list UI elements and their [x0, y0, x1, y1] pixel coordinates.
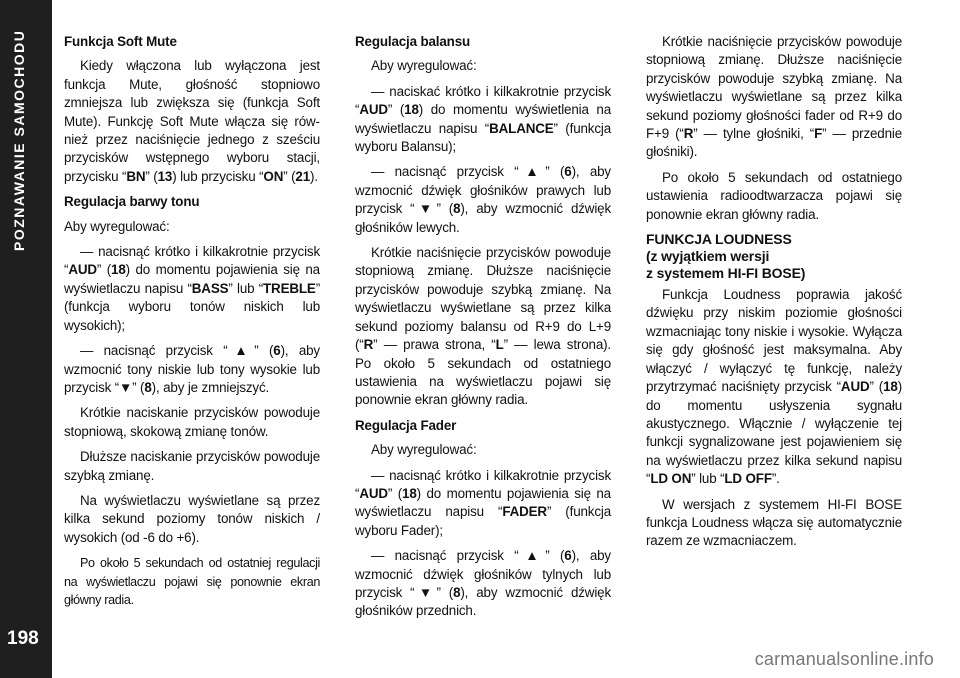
- paragraph: W wersjach z systemem HI-FI BOSE funkcja Loudness włącza się automatycznie razem ze wzmacniaczem.: [646, 496, 902, 549]
- watermark-text: carmanualsonline.info: [754, 649, 934, 669]
- heading-balance: Regulacja balansu: [355, 34, 471, 49]
- section-title: POZNAWANIE SAMOCHODU: [11, 30, 27, 252]
- paragraph: Krótkie naciśnięcie przycisków powoduje stopniową zmianę. Dłuższe naciśnięcie przycisków powoduje szybką zmianę. Na wyświetlaczu wyświetlane są przez kilka sekund poziomy balansu od R+9 do L+9 (“R” — prawa strona, “L” — lewa strona). Po około 5 sekundach od ostatniego ustawienia na wyświetlaczu pojawi się ponownie ekran główny radia.: [355, 245, 612, 408]
- paragraph: Po około 5 sekundach od ostatniej regulacji na wyświetlaczu pojawi się ponownie ekran główny radia.: [64, 556, 320, 607]
- paragraph: Krótkie naciskanie przycisków powoduje stopniową, skokową zmianę tonów.: [64, 405, 320, 439]
- paragraph: — naciskać krótko i kilkakrotnie przycisk “AUD” (18) do momentu wyświetlenia na wyświetlaczu napisu “BALANCE” (funkcja wyboru Balansu);: [355, 83, 611, 155]
- heading-loudness: FUNKCJA LOUDNESS (z wyjątkiem wersji z systemem HI-FI BOSE): [646, 231, 806, 282]
- paragraph: — nacisnąć przycisk “▲” (6), aby wzmocnić dźwięk głośników tylnych lub przycisk “▼” (8), aby wzmocnić dźwięk głośników przednich.: [355, 548, 611, 619]
- page-number: 198: [7, 628, 39, 649]
- paragraph: — nacisnąć przycisk “▲” (6), aby wzmocnić dźwięk głośników prawych lub przycisk “▼” (8), aby wzmocnić dźwięk głośników lewych.: [355, 164, 611, 235]
- column-1: [64, 33, 320, 616]
- heading-fader: Regulacja Fader: [355, 417, 457, 433]
- paragraph: Aby wyregulować:: [371, 442, 477, 458]
- sidebar: [0, 0, 52, 678]
- paragraph: — nacisnąć krótko i kilkakrotnie przycisk “AUD” (18) do momentu pojawienia się na wyświetlaczu napisu “BASS” lub “TREBLE” (funkcja wyboru tonów niskich lub wysokich);: [64, 244, 320, 333]
- heading-tone: Regulacja barwy tonu: [64, 194, 200, 210]
- column-2: [355, 33, 611, 628]
- paragraph: — nacisnąć przycisk “▲” (6), aby wzmocnić tony niskie lub tony wysokie lub przycisk “▼” (8), aby je zmniejszyć.: [64, 343, 320, 395]
- paragraph: Kiedy włączona lub wyłączona jest funkcja Mute, głośność stopniowo zmniejsza lub zwiększa się (funkcja Soft Mute). Funkcję Soft Mute włącza się również przez naciśnięcie jednego z sześciu przycisków wstępnego wyboru stacji, przycisku “BN” (13) lub przycisku “ON” (21).: [64, 58, 320, 184]
- paragraph: Aby wyregulować:: [64, 218, 170, 234]
- paragraph: Funkcja Loudness poprawia jakość dźwięku przy niskim poziomie głośności wzmacniając tony niskie i wysokie. Wyłącza się gdy głośność jest maksymalna. Aby włączyć / wyłączyć tę funkcję, należy przytrzymać naciśnięty przycisk “AUD” (18) do momentu usłyszenia sygnału akustycznego. Włącznie / wyłączenie tej funkcji sygnalizowane jest pojawieniem się na wyświetlaczu przez kilka sekund napisu “LD ON” lub “LD OFF”.: [646, 287, 902, 487]
- paragraph: — nacisnąć krótko i kilkakrotnie przycisk “AUD” (18) do momentu pojawienia się na wyświetlaczu napisu “FADER” (funkcja wyboru Fader);: [355, 467, 611, 538]
- paragraph: Dłuższe naciskanie przycisków powoduje szybką zmianę.: [64, 449, 320, 483]
- heading-soft-mute: Funkcja Soft Mute: [64, 34, 177, 49]
- paragraph: Krótkie naciśnięcie przycisków powoduje stopniową zmianę. Dłuższe naciśnięcie przycisków powoduje szybką zmianę. Na wyświetlaczu wyświetlane są przez kilka sekund poziomy głośności fader od R+9 do F+9 (“R” — tylne głośniki, “F” — przednie głośniki).: [646, 34, 902, 160]
- column-3: [646, 33, 902, 558]
- paragraph: Po około 5 sekundach od ostatniego ustawienia radioodtwarzacza pojawi się ponownie ekran główny radia.: [646, 169, 902, 222]
- paragraph: Na wyświetlaczu wyświetlane są przez kilka sekund poziomy tonów niskich / wysokich (od -6 do +6).: [64, 492, 320, 545]
- paragraph: Aby wyregulować:: [371, 58, 477, 74]
